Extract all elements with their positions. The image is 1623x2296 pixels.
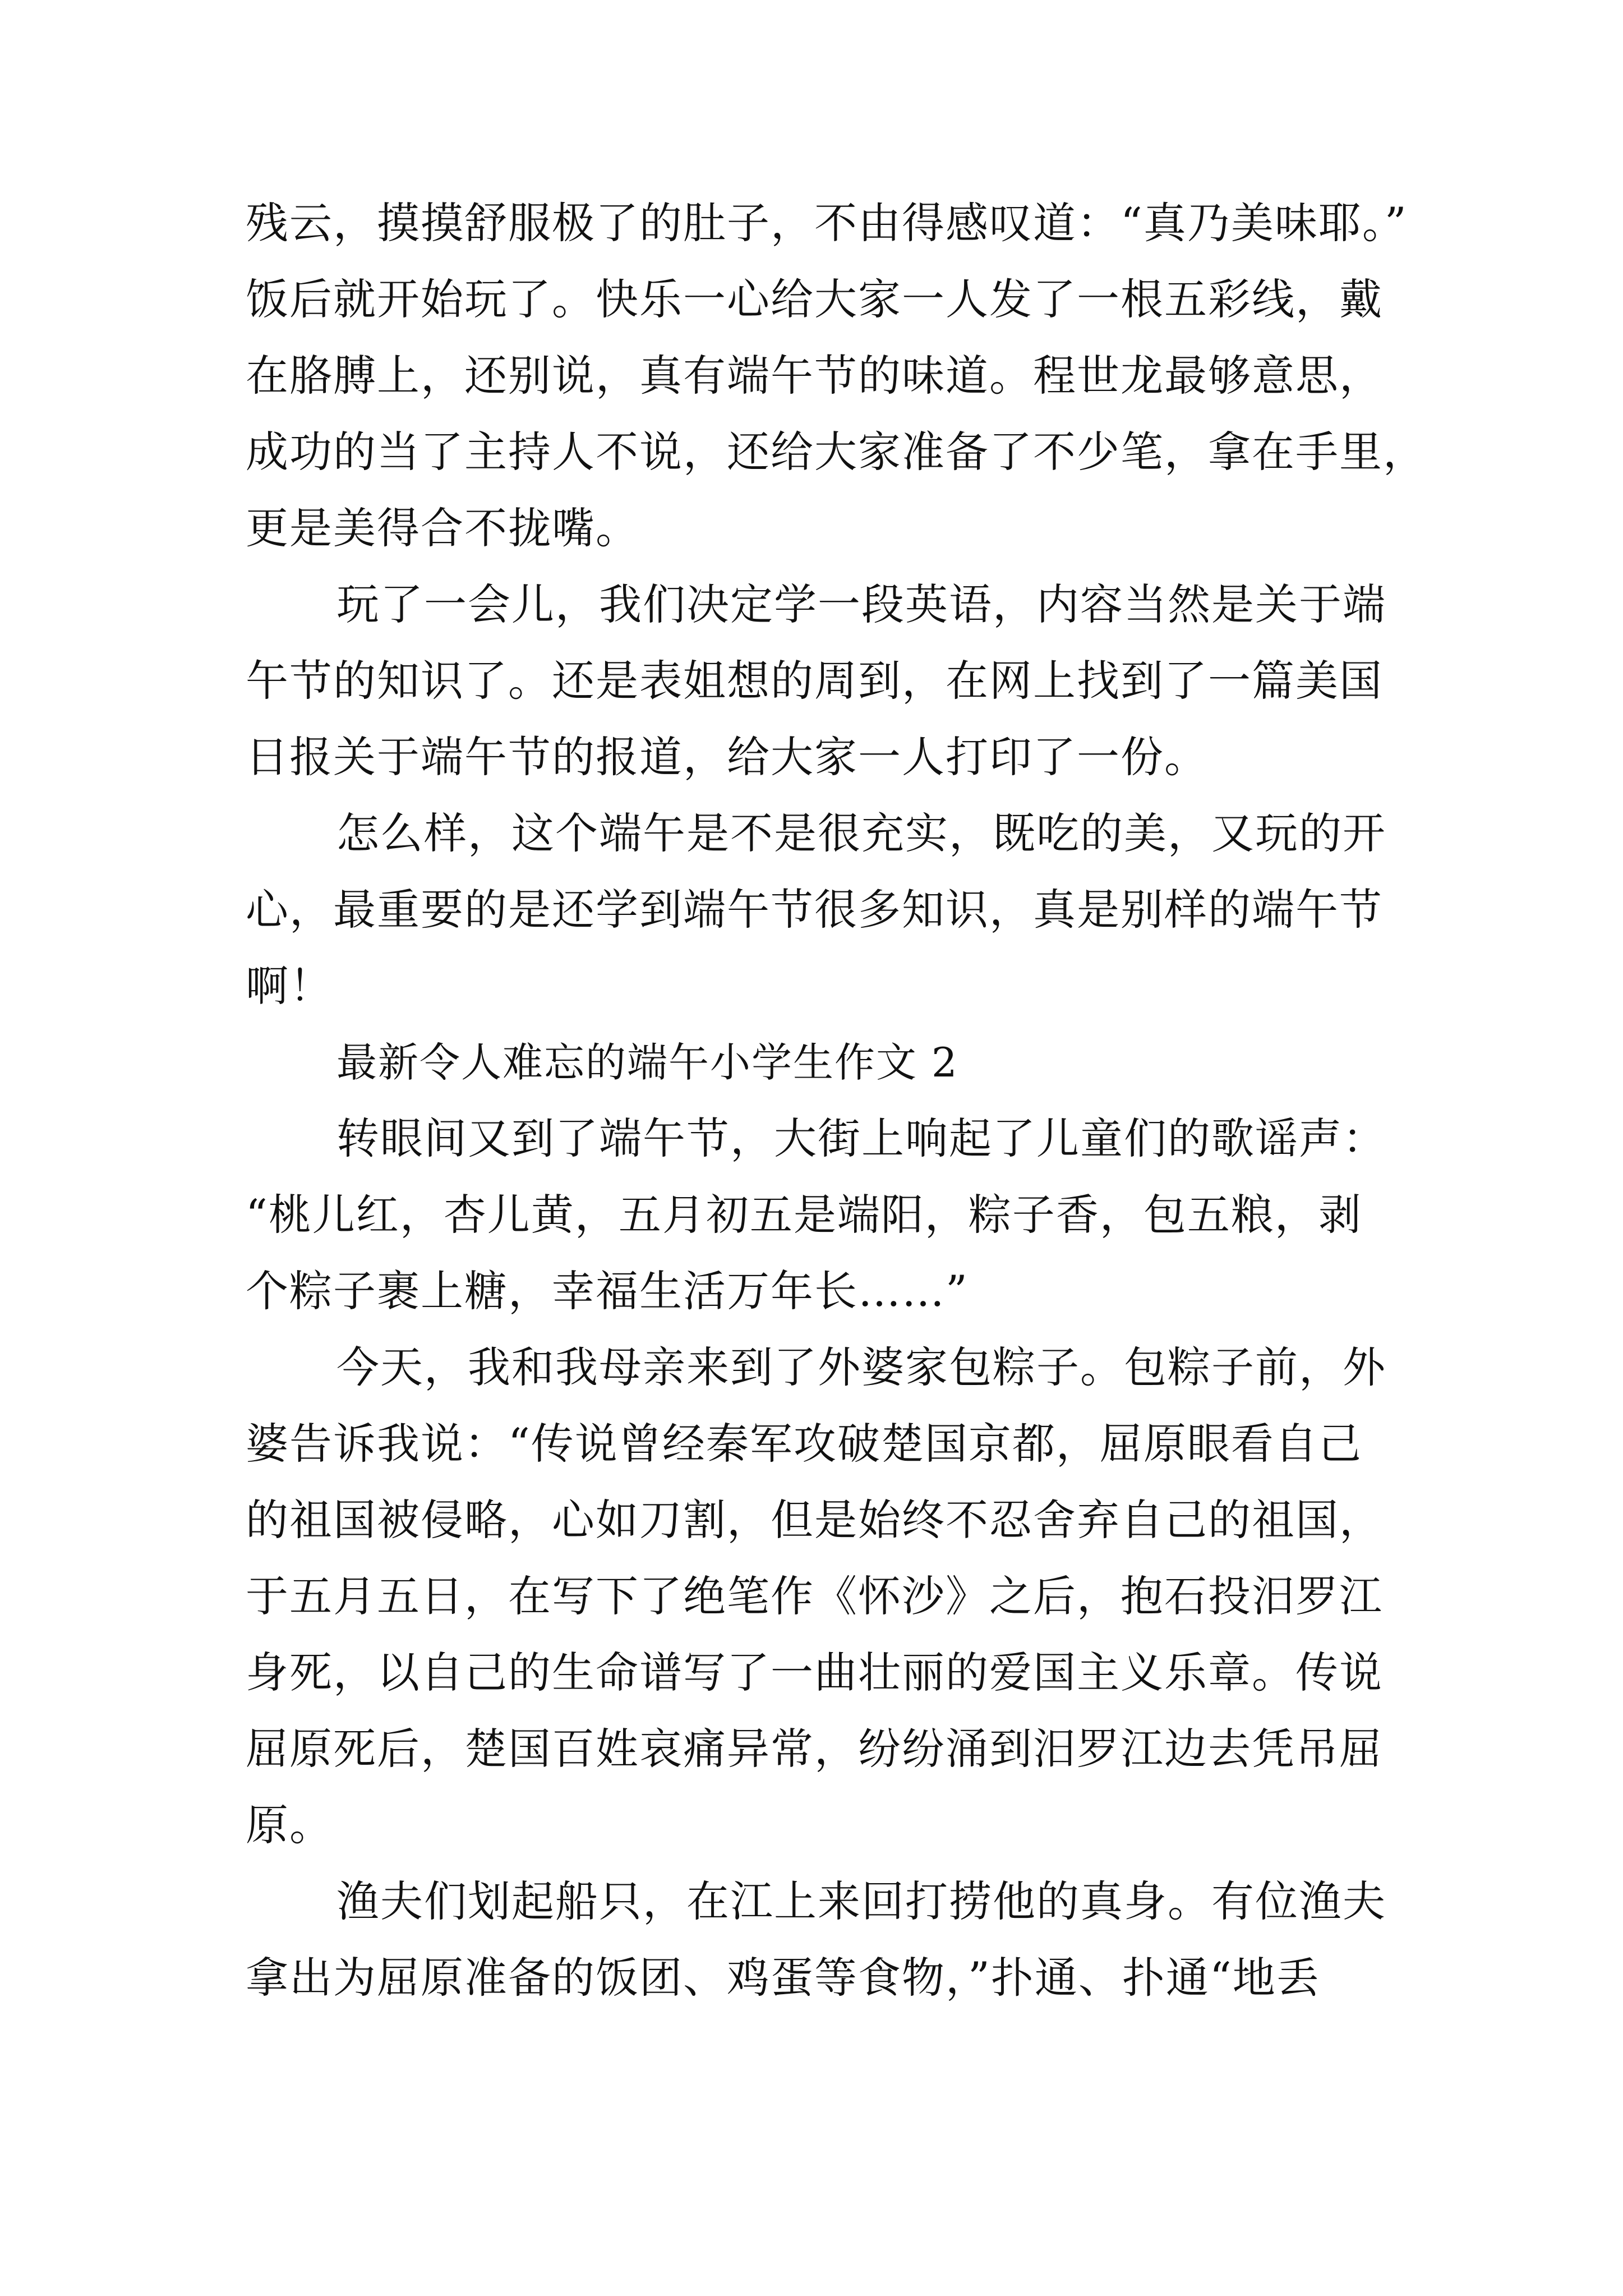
text-line: 成功的当了主持人不说，还给大家准备了不少笔，拿在手里， — [246, 427, 1427, 477]
text-line: 饭后就开始玩了。快乐一心给大家一人发了一根五彩线，戴 — [246, 274, 1383, 324]
text-line: 于五月五日，在写下了绝笔作《怀沙》之后，抱石投汨罗江 — [246, 1571, 1383, 1621]
text-line: 个粽子裹上糖，幸福生活万年长……” — [246, 1266, 969, 1316]
essay-heading: 最新令人难忘的端午小学生作文 2 — [336, 1039, 958, 1086]
paragraph-first-line: 渔夫们划起船只，在江上来回打捞他的真身。有位渔夫 — [336, 1876, 1386, 1926]
paragraph-first-line: 今天，我和我母亲来到了外婆家包粽子。包粽子前，外 — [336, 1342, 1386, 1392]
paragraph-first-line: 怎么样，这个端午是不是很充实，既吃的美，又玩的开 — [336, 808, 1386, 858]
text-line: 原。 — [246, 1800, 333, 1850]
text-line: 身死，以自己的生命谱写了一曲壮丽的爱国主义乐章。传说 — [246, 1648, 1383, 1697]
text-line: 心，最重要的是还学到端午节很多知识，真是别样的端午节 — [246, 885, 1383, 935]
text-line: “桃儿红，杏儿黄，五月初五是端阳，粽子香，包五粮，剥 — [246, 1190, 1362, 1240]
text-line: 日报关于端午节的报道，给大家一人打印了一份。 — [246, 732, 1208, 782]
text-line: 更是美得合不拢嘴。 — [246, 503, 639, 553]
text-line: 婆告诉我说：“传说曾经秦军攻破楚国京都，屈原眼看自己 — [246, 1419, 1362, 1469]
text-line: 拿出为屈原准备的饭团、鸡蛋等食物，”扑通、扑通“地丢 — [246, 1953, 1320, 2003]
essay-body — [246, 185, 1427, 2016]
paragraph-first-line: 玩了一会儿，我们决定学一段英语，内容当然是关于端 — [336, 579, 1386, 629]
text-line: 在胳膊上，还别说，真有端午节的味道。程世龙最够意思， — [246, 351, 1383, 401]
paragraph-first-line: 转眼间又到了端午节，大街上响起了儿童们的歌谣声： — [336, 1114, 1386, 1163]
text-line: 午节的知识了。还是表姐想的周到，在网上找到了一篇美国 — [246, 656, 1383, 706]
text-line: 屈原死后，楚国百姓哀痛异常，纷纷涌到汨罗江边去凭吊屈 — [246, 1724, 1383, 1774]
text-line: 残云，摸摸舒服极了的肚子，不由得感叹道：“真乃美味耶。” — [246, 198, 1408, 248]
text-line: 啊！ — [246, 961, 333, 1011]
text-line: 的祖国被侵略，心如刀割，但是始终不忍舍弃自己的祖国， — [246, 1495, 1383, 1545]
